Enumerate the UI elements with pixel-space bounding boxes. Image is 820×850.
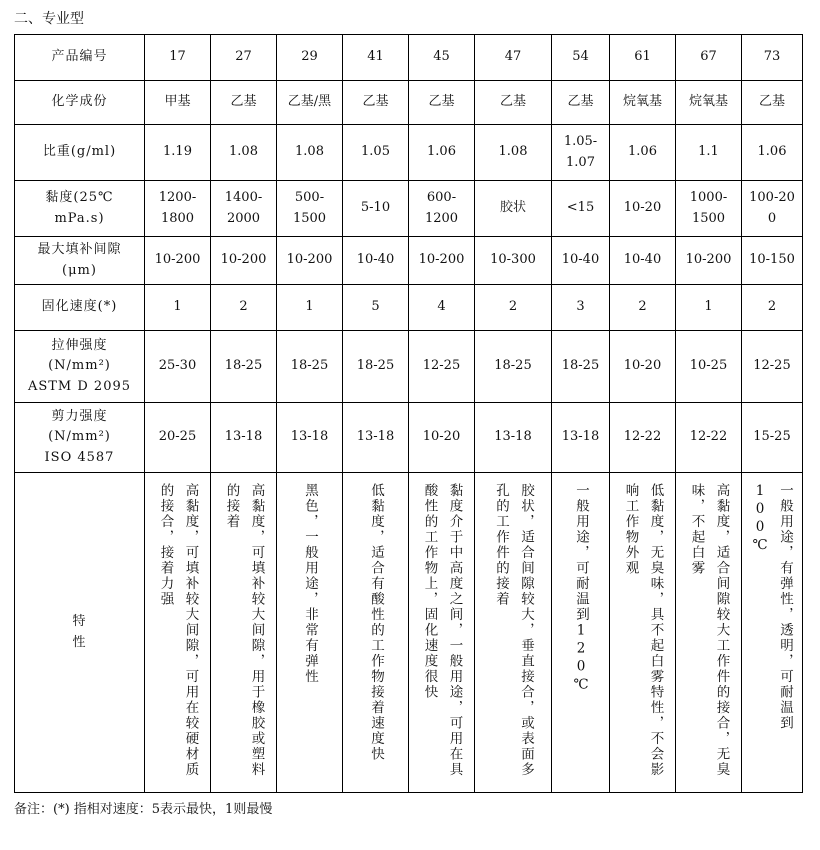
cell-cure-speed: 1	[676, 285, 742, 331]
cell-chemistry: 乙基	[552, 81, 610, 125]
cell-cure-speed: 2	[211, 285, 277, 331]
cell-density: 1.08	[211, 125, 277, 181]
row-tensile	[15, 331, 803, 403]
tensile-label-line2: (N/mm²)	[48, 358, 111, 374]
row-label-features	[15, 473, 145, 793]
shear-label-line2: (N/mm²)	[48, 429, 111, 445]
row-shear	[15, 403, 803, 473]
row-gap	[15, 237, 803, 285]
cell-cure-speed: 1	[277, 285, 343, 331]
cell-chemistry: 乙基	[343, 81, 409, 125]
cell-cure-speed: 5	[343, 285, 409, 331]
cell-shear: 15-25	[742, 403, 803, 473]
cell-chemistry: 乙基	[211, 81, 277, 125]
cell-viscosity: 10-20	[610, 181, 676, 237]
cell-features	[552, 473, 610, 793]
cell-shear: 12-22	[676, 403, 742, 473]
cell-density: 1.08	[475, 125, 552, 181]
row-label-tensile	[15, 331, 145, 403]
cell-product-no: 54	[552, 35, 610, 81]
cell-tensile: 12-25	[409, 331, 475, 403]
cell-shear: 13-18	[343, 403, 409, 473]
row-product-no	[15, 35, 803, 81]
features-text: 一般用途，有弹性，透明，可耐温到100℃	[752, 483, 793, 731]
cell-gap: 10-200	[409, 237, 475, 285]
row-label-chemistry: 化学成份	[15, 81, 145, 125]
cell-shear: 13-18	[277, 403, 343, 473]
features-text: 胶状，适合间隙较大，垂直接合，或表面多孔的工作件的接着	[493, 483, 534, 778]
cell-viscosity: 5-10	[343, 181, 409, 237]
cell-shear: 10-20	[409, 403, 475, 473]
features-text: 高黏度，适合间隙较大工作件的接合，无臭味，不起白雾	[688, 483, 730, 778]
viscosity-label-line2: mPa.s)	[54, 210, 105, 226]
cell-density: 1.06	[409, 125, 475, 181]
cell-cure-speed: 2	[475, 285, 552, 331]
cell-chemistry: 乙基	[742, 81, 803, 125]
cell-gap: 10-300	[475, 237, 552, 285]
cell-tensile: 12-25	[742, 331, 803, 403]
cell-gap: 10-40	[610, 237, 676, 285]
cell-features	[145, 473, 211, 793]
cell-cure-speed: 3	[552, 285, 610, 331]
features-label-line2: 性	[72, 634, 87, 650]
row-features	[15, 473, 803, 793]
row-label-density: 比重(g/ml)	[15, 125, 145, 181]
row-label-shear	[15, 403, 145, 473]
cell-viscosity: 100-200	[742, 181, 803, 237]
features-text: 低黏度，无臭味，具不起白雾特性，不会影响工作物外观	[622, 483, 664, 778]
viscosity-label-line1: 黏度(25℃	[45, 190, 114, 206]
cell-chemistry: 乙基	[475, 81, 552, 125]
cell-chemistry: 乙基/黑	[277, 81, 343, 125]
features-text: 高黏度，可填补较大间隙，用于橡胶或塑料的接着	[223, 483, 265, 778]
cell-gap: 10-200	[277, 237, 343, 285]
cell-viscosity: 500-1500	[277, 181, 343, 237]
features-text: 黑色，一般用途，非常有弹性	[302, 483, 318, 685]
cell-shear: 13-18	[211, 403, 277, 473]
cell-gap: 10-200	[676, 237, 742, 285]
cell-shear: 13-18	[475, 403, 552, 473]
row-viscosity	[15, 181, 803, 237]
row-chemistry	[15, 81, 803, 125]
cell-tensile: 18-25	[552, 331, 610, 403]
gap-label-line2: (μm)	[62, 262, 97, 278]
cell-viscosity: 1000-1500	[676, 181, 742, 237]
cell-tensile: 18-25	[211, 331, 277, 403]
cell-tensile: 18-25	[277, 331, 343, 403]
cell-density: 1.06	[742, 125, 803, 181]
cell-viscosity: 胶状	[475, 181, 552, 237]
features-text: 一般用途，可耐温到120℃	[573, 483, 589, 695]
cell-features	[676, 473, 742, 793]
row-density	[15, 125, 803, 181]
shear-label-line1: 剪力强度	[51, 409, 108, 425]
cell-features	[742, 473, 803, 793]
cell-viscosity: 1200-1800	[145, 181, 211, 237]
features-label-line1: 特	[72, 614, 87, 630]
row-cure-speed	[15, 285, 803, 331]
cell-density: 1.05-1.07	[552, 125, 610, 181]
cell-density: 1.05	[343, 125, 409, 181]
cell-features	[409, 473, 475, 793]
shear-label-line3: ISO 4587	[44, 449, 115, 465]
cell-product-no: 47	[475, 35, 552, 81]
cell-features	[277, 473, 343, 793]
cell-cure-speed: 1	[145, 285, 211, 331]
cell-cure-speed: 4	[409, 285, 475, 331]
cell-shear: 12-22	[610, 403, 676, 473]
cell-viscosity: 600-1200	[409, 181, 475, 237]
cell-gap: 10-200	[145, 237, 211, 285]
cell-features	[343, 473, 409, 793]
cell-product-no: 73	[742, 35, 803, 81]
cell-viscosity: <15	[552, 181, 610, 237]
cell-tensile: 25-30	[145, 331, 211, 403]
tensile-label-line1: 拉伸强度	[51, 338, 108, 354]
cell-product-no: 61	[610, 35, 676, 81]
section-title: 二、专业型	[14, 11, 84, 27]
cell-gap: 10-200	[211, 237, 277, 285]
cell-tensile: 10-20	[610, 331, 676, 403]
cell-density: 1.08	[277, 125, 343, 181]
cell-features	[211, 473, 277, 793]
features-text: 黏度介于中高度之间，一般用途，可用在具酸性的工作物上，固化速度很快	[421, 483, 463, 778]
cell-gap: 10-40	[343, 237, 409, 285]
features-text: 低黏度，适合有酸性的工作物接着速度快	[368, 483, 384, 762]
features-text: 高黏度，可填补较大间隙，可用在较硬材质的接合，接着力强	[157, 483, 199, 778]
cell-cure-speed: 2	[742, 285, 803, 331]
row-label-product-no: 产品编号	[15, 35, 145, 81]
row-label-cure-speed: 固化速度(*)	[15, 285, 145, 331]
cell-shear: 20-25	[145, 403, 211, 473]
cell-features	[475, 473, 552, 793]
cell-product-no: 67	[676, 35, 742, 81]
cell-tensile: 10-25	[676, 331, 742, 403]
cell-density: 1.06	[610, 125, 676, 181]
cell-gap: 10-150	[742, 237, 803, 285]
cell-features	[610, 473, 676, 793]
cell-shear: 13-18	[552, 403, 610, 473]
cell-chemistry: 烷氧基	[610, 81, 676, 125]
cell-tensile: 18-25	[343, 331, 409, 403]
gap-label-line1: 最大填补间隙	[37, 242, 122, 258]
cell-viscosity: 1400-2000	[211, 181, 277, 237]
cell-product-no: 29	[277, 35, 343, 81]
footnote: 备注：(*) 指相对速度：5表示最快，1则最慢	[14, 802, 273, 817]
cell-gap: 10-40	[552, 237, 610, 285]
cell-product-no: 17	[145, 35, 211, 81]
cell-density: 1.19	[145, 125, 211, 181]
cell-chemistry: 烷氧基	[676, 81, 742, 125]
cell-density: 1.1	[676, 125, 742, 181]
cell-product-no: 45	[409, 35, 475, 81]
row-label-viscosity	[15, 181, 145, 237]
tensile-label-line3: ASTM D 2095	[27, 378, 132, 394]
row-label-gap	[15, 237, 145, 285]
cell-cure-speed: 2	[610, 285, 676, 331]
cell-tensile: 18-25	[475, 331, 552, 403]
cell-product-no: 41	[343, 35, 409, 81]
cell-chemistry: 乙基	[409, 81, 475, 125]
cell-product-no: 27	[211, 35, 277, 81]
product-spec-table	[14, 34, 803, 793]
cell-chemistry: 甲基	[145, 81, 211, 125]
